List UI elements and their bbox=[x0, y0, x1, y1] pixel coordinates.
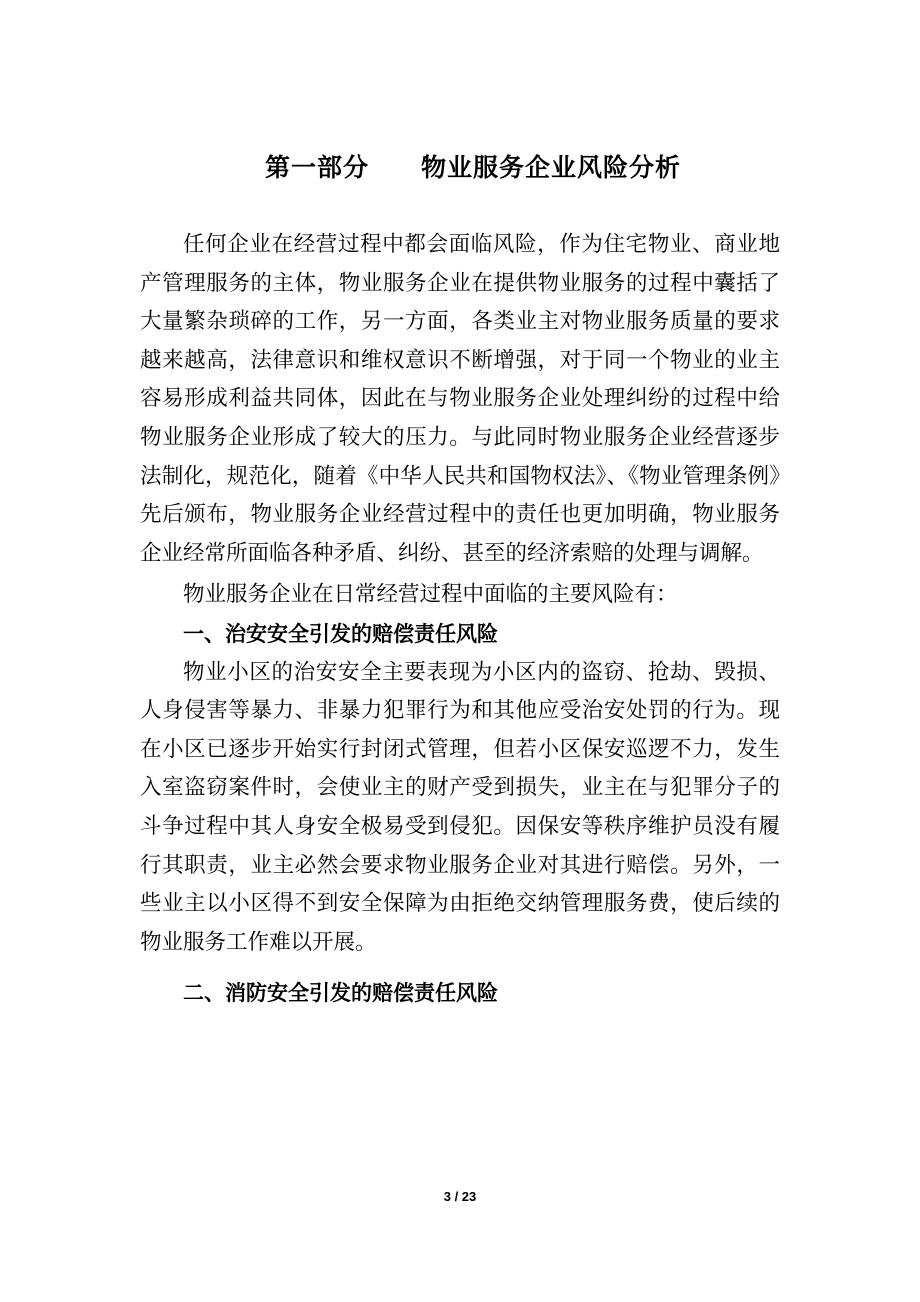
page-title bbox=[0, 148, 920, 188]
section-2-heading: 二、消防安全引发的赔偿责任风险 bbox=[183, 981, 498, 1006]
risks-intro-paragraph: 物业服务企业在日常经营过程中面临的主要风险有： bbox=[183, 582, 678, 608]
section-1-paragraph: 物业小区的治安安全主要表现为小区内的盗窃、抢劫、毁损、人身侵害等暴力、非暴力犯罪行为和其他应受治安处罚的行为。现在小区已逐步开始实行封闭式管理，但若小区保安巡逻不力，发生入室盗窃案件时，会使业主的财产受到损失，业主在与犯罪分子的斗争过程中其人身安全极易受到侵犯。因保安等秩序维护员没有履行其职责，业主必然会要求物业服务企业对其进行赔偿。另外，一些业主以小区得不到安全保障为由拒绝交纳管理服务费，使后续的物业服务工作难以开展。 bbox=[140, 659, 780, 955]
intro-paragraph: 任何企业在经营过程中都会面临风险，作为住宅物业、商业地产管理服务的主体，物业服务企业在提供物业服务的过程中囊括了大量繁杂琐碎的工作，另一方面，各类业主对物业服务质量的要求越来越高，法律意识和维权意识不断增强，对于同一个物业的业主容易形成利益共同体，因此在与物业服务企业处理纠纷的过程中给物业服务企业形成了较大的压力。与此同时物业服务企业经营逐步法制化，规范化，随着《中华人民共和国物权法》、《物业管理条例》先后颁布，物业服务企业经营过程中的责任也更加明确，物业服务企业经常所面临各种矛盾、纠纷、甚至的经济索赔的处理与调解。 bbox=[140, 232, 780, 566]
title-part: 第一部分 bbox=[264, 153, 369, 182]
document-body bbox=[140, 226, 780, 1013]
section-1-heading: 一、治安安全引发的赔偿责任风险 bbox=[183, 621, 498, 646]
page-number: 3 / 23 bbox=[443, 1189, 477, 1204]
title-main: 物业服务企业风险分析 bbox=[421, 153, 682, 182]
